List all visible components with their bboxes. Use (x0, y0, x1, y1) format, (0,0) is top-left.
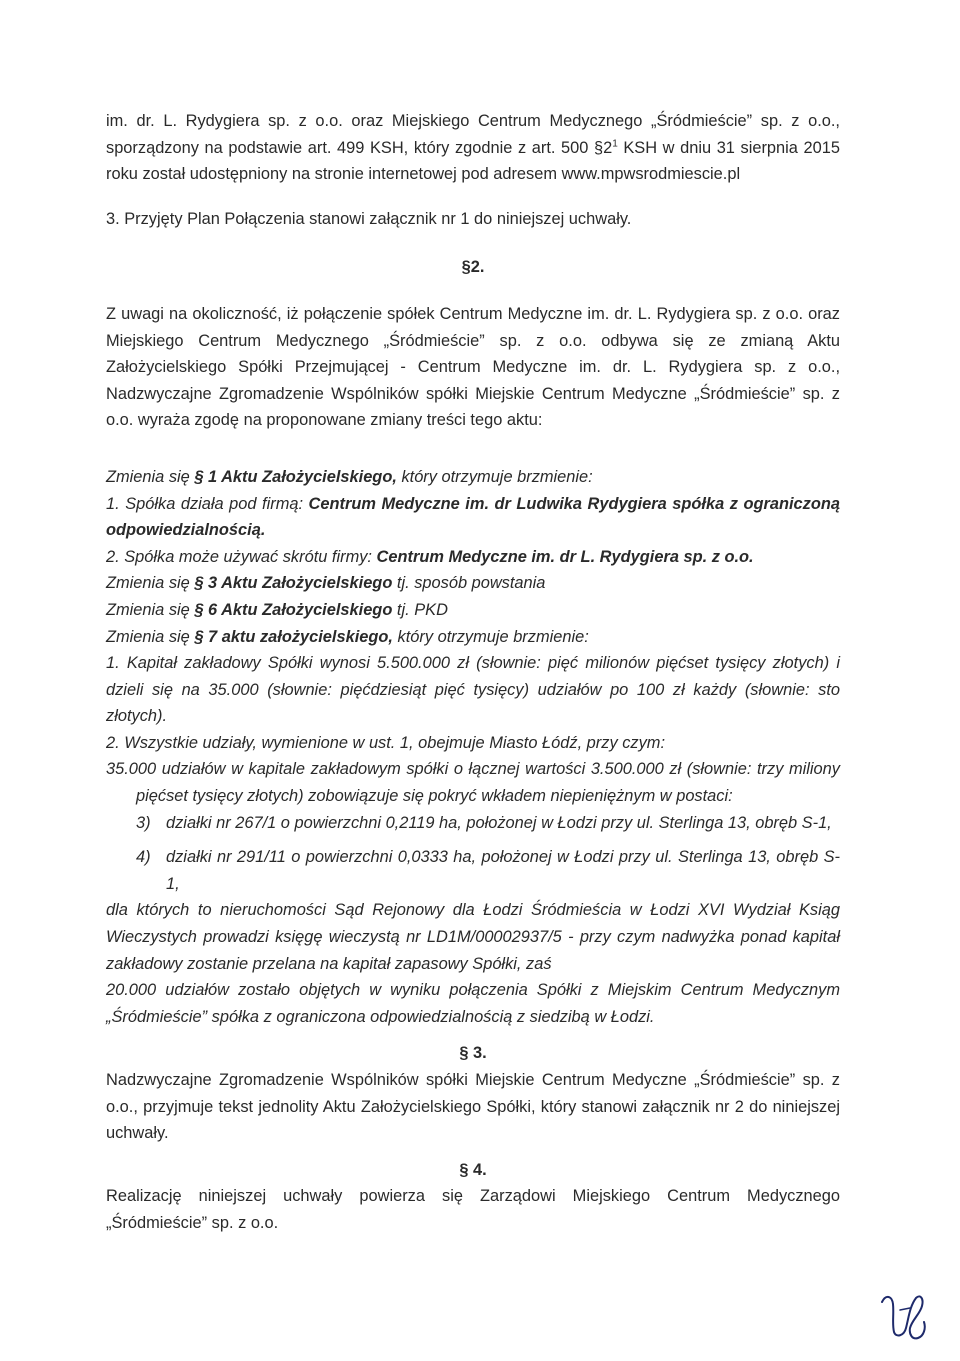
list-item (106, 844, 840, 897)
change-text: Zmienia się (106, 627, 195, 646)
intro-text-2: KSH w dniu 31 sierpnia 2015 roku został udostępniony na stronie internetowej pod adresem www.mpwsrodmiescie.pl (106, 138, 840, 184)
change-ref: § 7 aktu założycielskiego, (194, 627, 393, 646)
change-text: 1. Spółka działa pod firmą: (106, 494, 309, 513)
change-ref: § 3 Aktu Założycielskiego (194, 574, 393, 593)
change-text: tj. PKD (392, 600, 448, 619)
change-text: który otrzymuje brzmienie: (396, 467, 593, 486)
change-text: który otrzymuje brzmienie: (392, 627, 589, 646)
point-3: 3. Przyjęty Plan Połączenia stanowi załącznik nr 1 do niniejszej uchwały. (106, 209, 632, 228)
list-number: 4) (136, 848, 151, 867)
superscript-1: 1 (612, 138, 618, 150)
list-text: działki nr 267/1 o powierzchni 0,2119 ha, położonej w Łodzi przy ul. Sterlinga 13, obręb S-1, (166, 813, 832, 832)
list-text: działki nr 291/11 o powierzchni 0,0333 ha, położonej w Łodzi przy ul. Sterlinga 13, obręb S-1, (166, 848, 840, 893)
change-par7-p2: 2. Wszystkie udziały, wymienione w ust. 1, obejmuje Miasto Łódź, przy czym: (106, 733, 665, 752)
list-number: 3) (136, 813, 151, 832)
company-name: Centrum Medyczne im. dr Ludwika Rydygiera spółka z ograniczoną odpowiedzialnością. (106, 494, 840, 540)
change-par1-p1 (106, 491, 840, 544)
change-par7-p1: 1. Kapitał zakładowy Spółki wynosi 5.500.000 zł (słownie: pięć milionów pięćset tysięcy złotych) i dzieli się na 35.000 (słownie: pięćdziesiąt pięć tysięcy) udziałów po 100 zł każdy (słownie: sto złotych). (106, 654, 840, 726)
section-4-heading: § 4. (459, 1160, 487, 1179)
change-par3 (106, 570, 840, 597)
change-text: Zmienia się (106, 600, 195, 619)
change-ref: § 6 Aktu Założycielskiego (194, 600, 393, 619)
change-par1-p2 (106, 544, 840, 571)
intro-text-1: im. dr. L. Rydygiera sp. z o.o. oraz Miejskiego Centrum Medycznego „Śródmieście” sp. z o.o., sporządzony na podstawie art. 499 KSH, który zgodnie z art. 500 §2 (106, 112, 840, 157)
change-text: tj. sposób powstania (392, 574, 546, 593)
list-item (106, 810, 840, 837)
section-2-body: Z uwagi na okoliczność, iż połączenie spółek Centrum Medyczne im. dr. L. Rydygiera sp. z o.o. oraz Miejskiego Centrum Medycznego „Śródmieście” sp. z o.o. odbywa się ze zmianą Aktu Założycielskiego Spółki Przejmującej - Centrum Medyczne im. dr. L. Rydygiera sp. z o.o., Nadzwyczajne Zgromadzenie Wspólników spółki Miejskie Centrum Medyczne „Śródmieście” sp. z o.o. wyraża zgodę na proponowane zmiany treści tego aktu: (106, 304, 840, 430)
change-par6 (106, 597, 840, 624)
change-par7-p2a: 35.000 udziałów w kapitale zakładowym spółki o łącznej wartości 3.500.000 zł (słownie: trzy miliony pięćset tysięcy złotych) zobowiązuje się pokryć wkładem niepieniężnym w postaci: (106, 760, 840, 806)
section-4-body: Realizację niniejszej uchwały powierza się Zarządowi Miejskiego Centrum Medycznego „Śródmieście” sp. z o.o. (106, 1187, 840, 1232)
document-page (106, 108, 840, 1237)
change-par7-p2b: 20.000 udziałów zostało objętych w wyniku połączenia Spółki z Miejskim Centrum Medycznym „Śródmieście” spółka z ograniczona odpowiedzialnością z siedzibą w Łodzi. (106, 981, 840, 1026)
change-text: 2. Spółka może używać skrótu firmy: (106, 547, 377, 566)
intro-paragraph (106, 108, 840, 188)
change-text: Zmienia się (106, 467, 195, 486)
change-par7-intro (106, 624, 840, 651)
section-3-body: Nadzwyczajne Zgromadzenie Wspólników spółki Miejskie Centrum Medyczne „Śródmieście” sp. z o.o., przyjmuje tekst jednolity Aktu Założycielskiego Spółki, który stanowi załącznik nr 2 do niniejszej uchwały. (106, 1071, 840, 1143)
section-3-heading: § 3. (459, 1044, 487, 1063)
after-items-text: dla których to nieruchomości Sąd Rejonowy dla Łodzi Śródmieścia w Łodzi XVI Wydział Ksiąg Wieczystych prowadzi księgę wieczystą nr LD1M/00002937/5 - przy czym nadwyżka ponad kapitał zakładowy zostanie przelana na kapitał zapasowy Spółki, zaś (106, 901, 840, 973)
change-ref: § 1 Aktu Założycielskiego, (194, 467, 397, 486)
change-par1-intro (106, 464, 840, 491)
change-text: Zmienia się (106, 574, 195, 593)
initials-signature-icon (876, 1288, 938, 1344)
company-short-name: Centrum Medyczne im. dr L. Rydygiera sp. z o.o. (376, 547, 754, 566)
changes-block (106, 464, 840, 1030)
section-2-heading: §2. (461, 258, 485, 277)
